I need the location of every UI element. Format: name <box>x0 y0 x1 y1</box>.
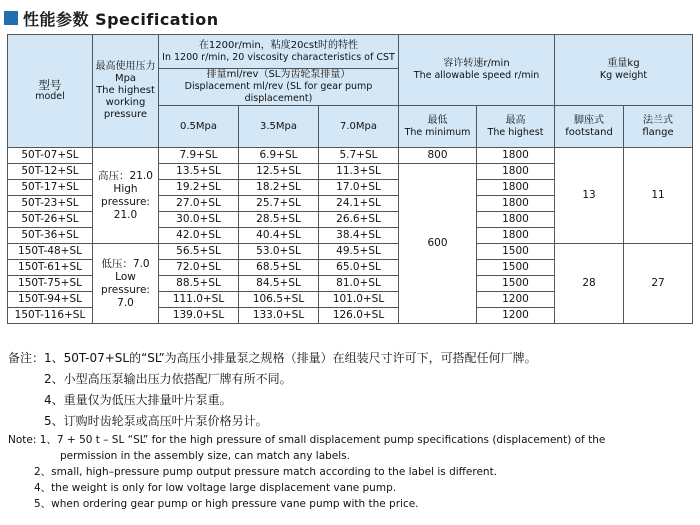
note-line: permission in the assembly size, can match any labels. <box>60 450 350 462</box>
cell-disp-3-5: 28.5+SL <box>239 212 319 228</box>
cell-model: 50T-07+SL <box>8 148 93 164</box>
note-line: 4、the weight is only for low voltage large displacement vane pump. <box>34 482 397 494</box>
cell-model: 150T-75+SL <box>8 276 93 292</box>
cell-disp-7-0: 81.0+SL <box>319 276 399 292</box>
cell-disp-7-0: 65.0+SL <box>319 260 399 276</box>
note-line: 5、订购时齿轮泵或高压叶片泵价格另计。 <box>44 414 268 428</box>
cell-disp-3-5: 106.5+SL <box>239 292 319 308</box>
header-speed: 容许转速r/min The allowable speed r/min <box>399 35 555 106</box>
cell-speed-max: 1800 <box>477 196 555 212</box>
spec-table <box>7 34 693 324</box>
cell-weight-foot: 13 <box>555 148 624 244</box>
table-row <box>8 244 693 260</box>
notes-chinese <box>8 348 537 432</box>
cell-disp-0-5: 27.0+SL <box>159 196 239 212</box>
cell-model: 150T-116+SL <box>8 308 93 324</box>
cell-disp-0-5: 88.5+SL <box>159 276 239 292</box>
header-pressure: 最高使用压力Mpa The highest working pressure <box>93 35 159 148</box>
cell-model: 50T-17+SL <box>8 180 93 196</box>
cell-speed-max: 1200 <box>477 292 555 308</box>
cell-disp-0-5: 72.0+SL <box>159 260 239 276</box>
cell-speed-max: 1500 <box>477 244 555 260</box>
header-pressure-0-5: 0.5Mpa <box>159 106 239 148</box>
header-pressure-7-0: 7.0Mpa <box>319 106 399 148</box>
cell-disp-0-5: 19.2+SL <box>159 180 239 196</box>
cell-disp-7-0: 11.3+SL <box>319 164 399 180</box>
cell-speed-max: 1800 <box>477 164 555 180</box>
cell-disp-0-5: 139.0+SL <box>159 308 239 324</box>
cell-weight-foot: 28 <box>555 244 624 324</box>
cell-disp-7-0: 49.5+SL <box>319 244 399 260</box>
cell-disp-0-5: 111.0+SL <box>159 292 239 308</box>
cell-disp-7-0: 5.7+SL <box>319 148 399 164</box>
cell-disp-0-5: 13.5+SL <box>159 164 239 180</box>
cell-disp-3-5: 18.2+SL <box>239 180 319 196</box>
cell-disp-3-5: 68.5+SL <box>239 260 319 276</box>
cell-disp-3-5: 12.5+SL <box>239 164 319 180</box>
cell-disp-7-0: 26.6+SL <box>319 212 399 228</box>
cell-speed-max: 1800 <box>477 148 555 164</box>
note-line: 2、small, high–pressure pump output pressure match according to the label is different. <box>34 466 498 478</box>
section-heading <box>4 6 219 30</box>
header-weight-flange: 法兰式 flange <box>624 106 693 148</box>
note-line: 5、when ordering gear pump or high pressure vane pump with the price. <box>34 498 419 510</box>
cell-model: 50T-23+SL <box>8 196 93 212</box>
cell-model: 50T-12+SL <box>8 164 93 180</box>
cell-model: 150T-48+SL <box>8 244 93 260</box>
cell-disp-0-5: 42.0+SL <box>159 228 239 244</box>
header-speed-min: 最低 The minimum <box>399 106 477 148</box>
cell-disp-0-5: 30.0+SL <box>159 212 239 228</box>
header-weight: 重量kg Kg weight <box>555 35 693 106</box>
header-displacement: 排量ml/rev（SL为齿轮泵排量） Displacement ml/rev (SL for gear pump displacement) <box>159 69 399 106</box>
cell-speed-min: 600 <box>399 164 477 324</box>
cell-high-pressure: 高压：21.0 High pressure: 21.0 <box>93 148 159 244</box>
notes-english <box>8 432 605 512</box>
cell-speed-min: 800 <box>399 148 477 164</box>
cell-weight-flange: 27 <box>624 244 693 324</box>
cell-speed-max: 1800 <box>477 212 555 228</box>
heading-square-icon <box>4 11 18 25</box>
header-condition: 在1200r/min，粘度20cst时的特性 In 1200 r/min, 20 viscosity characteristics of CST <box>159 35 399 69</box>
cell-disp-3-5: 53.0+SL <box>239 244 319 260</box>
cell-disp-7-0: 126.0+SL <box>319 308 399 324</box>
cell-model: 50T-36+SL <box>8 228 93 244</box>
cell-model: 50T-26+SL <box>8 212 93 228</box>
cell-disp-0-5: 56.5+SL <box>159 244 239 260</box>
cell-disp-0-5: 7.9+SL <box>159 148 239 164</box>
cell-disp-3-5: 6.9+SL <box>239 148 319 164</box>
cell-speed-max: 1200 <box>477 308 555 324</box>
note-line: 备注：1、50T-07+SL的“SL”为高压小排量泵之规格（排量）在组装尺寸许可下，可搭配任何厂牌。 <box>8 351 537 365</box>
cell-disp-3-5: 133.0+SL <box>239 308 319 324</box>
note-line: Note: 1、7 + 50 t – SL “SL” for the high pressure of small displacement pump specifications (displacement) of the <box>8 434 606 446</box>
page-title: 性能参数 Specification <box>23 9 219 29</box>
cell-disp-7-0: 17.0+SL <box>319 180 399 196</box>
header-weight-foot: 脚座式 footstand <box>555 106 624 148</box>
cell-model: 150T-61+SL <box>8 260 93 276</box>
note-line: 4、重量仅为低压大排量叶片泵重。 <box>44 393 232 407</box>
header-pressure-3-5: 3.5Mpa <box>239 106 319 148</box>
cell-disp-3-5: 25.7+SL <box>239 196 319 212</box>
header-model: 型号 model <box>8 35 93 148</box>
cell-weight-flange: 11 <box>624 148 693 244</box>
cell-disp-7-0: 38.4+SL <box>319 228 399 244</box>
cell-disp-3-5: 40.4+SL <box>239 228 319 244</box>
cell-low-pressure: 低压：7.0 Low pressure: 7.0 <box>93 244 159 324</box>
header-speed-max: 最高 The highest <box>477 106 555 148</box>
table-row <box>8 148 693 164</box>
cell-speed-max: 1500 <box>477 276 555 292</box>
note-line: 2、小型高压泵输出压力依搭配厂牌有所不同。 <box>44 372 292 386</box>
cell-speed-max: 1800 <box>477 180 555 196</box>
cell-disp-7-0: 101.0+SL <box>319 292 399 308</box>
cell-model: 150T-94+SL <box>8 292 93 308</box>
cell-speed-max: 1500 <box>477 260 555 276</box>
cell-disp-7-0: 24.1+SL <box>319 196 399 212</box>
cell-speed-max: 1800 <box>477 228 555 244</box>
cell-disp-3-5: 84.5+SL <box>239 276 319 292</box>
